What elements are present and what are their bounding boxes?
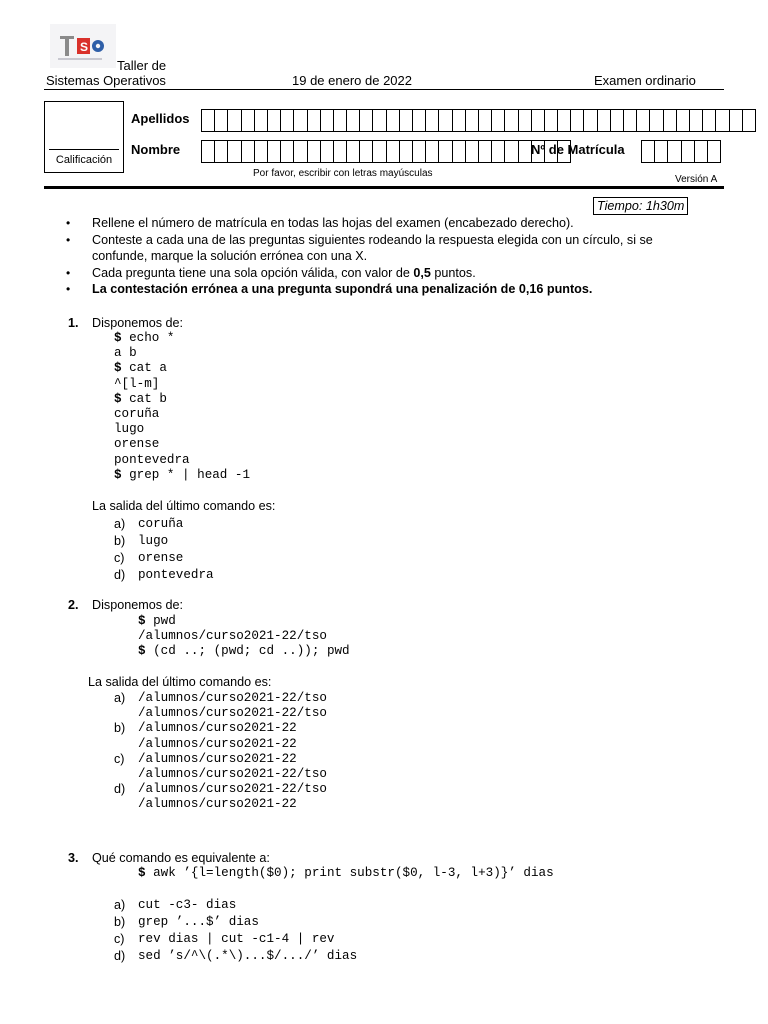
q1-option-a[interactable]: a) coruña: [114, 517, 184, 531]
letter-cell[interactable]: [201, 109, 215, 132]
letter-cell[interactable]: [359, 109, 373, 132]
header-rule: [44, 89, 724, 90]
letter-cell[interactable]: [241, 140, 255, 163]
tso-logo: [50, 24, 116, 68]
letter-cell[interactable]: [320, 140, 334, 163]
letter-cell[interactable]: [504, 109, 518, 132]
letter-cell[interactable]: [452, 140, 466, 163]
letter-cell[interactable]: [425, 140, 439, 163]
q1-option-b[interactable]: b) lugo: [114, 534, 169, 548]
letter-cell[interactable]: [359, 140, 373, 163]
letter-cell[interactable]: [557, 109, 571, 132]
matricula-field[interactable]: [642, 140, 721, 163]
letter-cell[interactable]: [681, 140, 695, 163]
letter-cell[interactable]: [333, 140, 347, 163]
letter-cell[interactable]: [267, 140, 281, 163]
q3-number: 3.: [68, 851, 79, 865]
course-line2: Sistemas Operativos: [46, 73, 166, 88]
letter-cell[interactable]: [623, 109, 637, 132]
letter-cell[interactable]: [320, 109, 334, 132]
q1-number: 1.: [68, 316, 79, 330]
surname-field[interactable]: [202, 109, 756, 132]
version-label: Versión A: [675, 174, 718, 185]
q1-code: $ echo * a b $ cat a ^[l-m] $ cat b coruña lugo orense pontevedra $ grep * | head -1: [114, 331, 251, 482]
letter-cell[interactable]: [676, 109, 690, 132]
letter-cell[interactable]: [491, 109, 505, 132]
letter-cell[interactable]: [254, 109, 268, 132]
letter-cell[interactable]: [465, 140, 479, 163]
grade-label: Calificación: [55, 154, 113, 166]
letter-cell[interactable]: [663, 109, 677, 132]
exam-date: 19 de enero de 2022: [292, 73, 412, 88]
letter-cell[interactable]: [689, 109, 703, 132]
letter-cell[interactable]: [333, 109, 347, 132]
letter-cell[interactable]: [214, 140, 228, 163]
letter-cell[interactable]: [307, 140, 321, 163]
letter-cell[interactable]: [267, 109, 281, 132]
letter-cell[interactable]: [227, 109, 241, 132]
q3-option-a[interactable]: a) cut -c3- dias: [114, 898, 237, 912]
name-field[interactable]: [202, 140, 571, 163]
instructions: [66, 215, 686, 298]
q3-option-b[interactable]: b) grep ’...$’ dias: [114, 915, 259, 929]
instruction-3: • Cada pregunta tiene una sola opción válida, con valor de 0,5 puntos.: [66, 265, 476, 280]
letter-cell[interactable]: [531, 109, 545, 132]
letter-cell[interactable]: [702, 109, 716, 132]
course-line1: Taller de: [117, 58, 167, 73]
letter-cell[interactable]: [412, 140, 426, 163]
instruction-1: • Rellene el número de matrícula en todas las hojas del examen (encabezado derecho).: [66, 216, 574, 230]
letter-cell[interactable]: [346, 140, 360, 163]
surname-label: Apellidos: [131, 111, 190, 126]
grade-divider: [49, 149, 119, 150]
letter-cell[interactable]: [570, 109, 584, 132]
letter-cell[interactable]: [412, 109, 426, 132]
letter-cell[interactable]: [372, 109, 386, 132]
letter-cell[interactable]: [452, 109, 466, 132]
time-box: Tiempo: 1h30m: [593, 197, 688, 215]
q1-option-d[interactable]: d) pontevedra: [114, 568, 214, 582]
letter-cell[interactable]: [654, 140, 668, 163]
letter-cell[interactable]: [293, 109, 307, 132]
letter-cell[interactable]: [694, 140, 708, 163]
letter-cell[interactable]: [729, 109, 743, 132]
letter-cell[interactable]: [597, 109, 611, 132]
letter-cell[interactable]: [293, 140, 307, 163]
letter-cell[interactable]: [641, 140, 655, 163]
letter-cell[interactable]: [504, 140, 518, 163]
letter-cell[interactable]: [478, 140, 492, 163]
instruction-4: • La contestación errónea a una pregunta supondrá una penalización de 0,16 puntos.: [66, 282, 593, 296]
letter-cell[interactable]: [438, 140, 452, 163]
letter-cell[interactable]: [227, 140, 241, 163]
letter-cell[interactable]: [667, 140, 681, 163]
q2-code: $ pwd /alumnos/curso2021-22/tso $ (cd ..; (pwd; cd ..)); pwd: [138, 614, 350, 659]
q3-option-c[interactable]: c) rev dias | cut -c1-4 | rev: [114, 932, 335, 946]
q2-intro: Disponemos de:: [92, 598, 184, 612]
letter-cell[interactable]: [438, 109, 452, 132]
letter-cell[interactable]: [280, 140, 294, 163]
letter-cell[interactable]: [649, 109, 663, 132]
letter-cell[interactable]: [491, 140, 505, 163]
q2-options: [114, 691, 327, 813]
name-label: Nombre: [131, 142, 181, 157]
q1-question: La salida del último comando es:: [92, 499, 276, 513]
q2-option-a[interactable]: a) /alumnos/curso2021-22/tso /alumnos/curso2021-22/tso: [114, 691, 327, 721]
instruction-2: • Conteste a cada una de las preguntas siguientes rodeando la respuesta elegida con un círculo, si se confunde, marque la solución errónea con una X.: [66, 232, 653, 263]
letter-cell[interactable]: [518, 109, 532, 132]
letter-cell[interactable]: [399, 140, 413, 163]
letter-cell[interactable]: [707, 140, 721, 163]
q3-intro: Qué comando es equivalente a:: [92, 851, 270, 865]
letter-cell[interactable]: [425, 109, 439, 132]
letter-cell[interactable]: [742, 109, 756, 132]
exam-type: Examen ordinario: [594, 73, 696, 88]
q3-code: $ awk ’{l=length($0); print substr($0, l-3, l+3)}’ dias: [138, 866, 554, 880]
letter-cell[interactable]: [465, 109, 479, 132]
letter-cell[interactable]: [214, 109, 228, 132]
q3-options: [114, 897, 357, 965]
q2-option-b[interactable]: b) /alumnos/curso2021-22 /alumnos/curso2021-22: [114, 721, 297, 751]
q1-intro: Disponemos de:: [92, 316, 184, 330]
letter-cell[interactable]: [280, 109, 294, 132]
svg-text:S: S: [80, 40, 89, 54]
letter-cell[interactable]: [372, 140, 386, 163]
letter-cell[interactable]: [518, 140, 532, 163]
q2-number: 2.: [68, 598, 79, 612]
letter-cell[interactable]: [346, 109, 360, 132]
q2-option-c[interactable]: c) /alumnos/curso2021-22 /alumnos/curso2021-22/tso: [114, 751, 327, 782]
letter-cell[interactable]: [254, 140, 268, 163]
letter-cell[interactable]: [544, 109, 558, 132]
q1-options: [114, 516, 214, 584]
letter-cell[interactable]: [583, 109, 597, 132]
grade-box[interactable]: [44, 101, 124, 173]
matricula-label: Nº de Matrícula: [531, 142, 625, 157]
letter-cell[interactable]: [636, 109, 650, 132]
q2-option-d[interactable]: d) /alumnos/curso2021-22/tso /alumnos/curso2021-22: [114, 782, 327, 812]
form-rule: [44, 186, 724, 189]
letter-cell[interactable]: [307, 109, 321, 132]
letter-cell[interactable]: [478, 109, 492, 132]
letter-cell[interactable]: [715, 109, 729, 132]
letter-cell[interactable]: [386, 140, 400, 163]
q2-question: La salida del último comando es:: [88, 675, 272, 689]
letter-cell[interactable]: [201, 140, 215, 163]
q1-option-c[interactable]: c) orense: [114, 551, 184, 565]
q3-option-d[interactable]: d) sed ’s/^\(.*\)...$/.../’ dias: [114, 949, 358, 963]
letter-cell[interactable]: [386, 109, 400, 132]
letter-cell[interactable]: [241, 109, 255, 132]
uppercase-hint: Por favor, escribir con letras mayúsculas: [253, 168, 433, 179]
letter-cell[interactable]: [610, 109, 624, 132]
letter-cell[interactable]: [399, 109, 413, 132]
